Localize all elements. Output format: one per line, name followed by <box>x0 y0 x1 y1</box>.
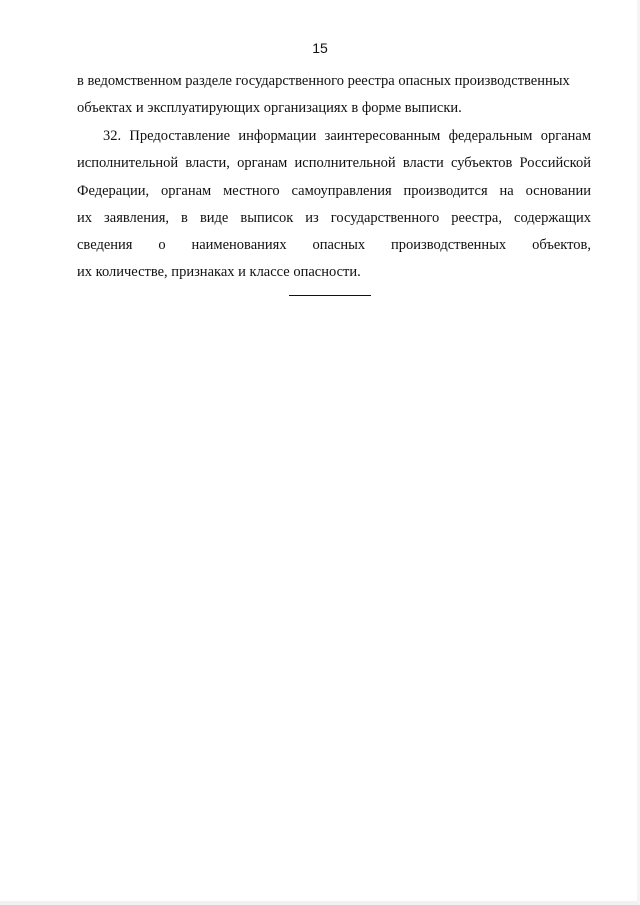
text-line-6: их заявления, в виде выписок из государственного реестра, содержащих <box>77 210 591 226</box>
text-line-5: Федерации, органам местного самоуправления производится на основании <box>77 183 591 199</box>
text-line-2: объектах и эксплуатирующих организациях в форме выписки. <box>77 100 462 116</box>
text-line-8: их количестве, признаках и классе опасности. <box>77 264 361 280</box>
scan-bottom-edge <box>0 901 640 905</box>
text-line-4: исполнительной власти, органам исполнительной власти субъектов Российской <box>77 155 591 171</box>
text-line-3: 32. Предоставление информации заинтересованным федеральным органам <box>103 128 591 144</box>
text-line-7: сведения о наименованиях опасных производственных объектов, <box>77 237 591 253</box>
text-line-1: в ведомственном разделе государственного реестра опасных производственных <box>77 73 570 89</box>
end-separator-line <box>289 295 371 296</box>
page-number: 15 <box>312 40 328 56</box>
